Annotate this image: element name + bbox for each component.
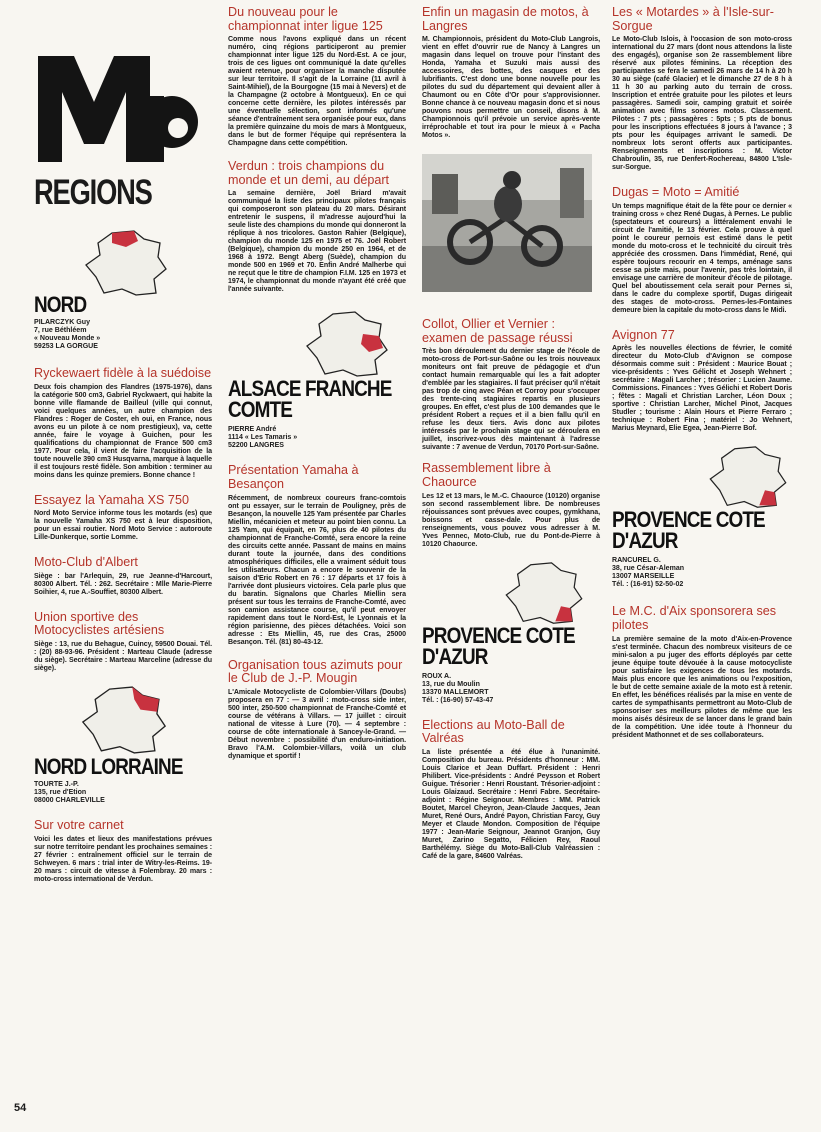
headline-organisation: Organisation tous azimuts pour le Club de J.-P. Mougin <box>228 657 403 686</box>
article-aix: La première semaine de la moto d'Aix-en-Provence s'est terminée. Chacun des nombreux visiteurs de ce mini-salon a pu juger des efforts déployés par cette jeune équipe toute dévouée à la cause motocycliste pour satisfaire les exigences de tous les motards. Mais plus encore que les animations ou l'exposition, le but de cette semaine axiale de la moto est à retenir. En effet, les bénéfices réalisés par la mise en vente de cartes de sympathisants permettront au Moto-Club de sponsoriser ses meilleurs pilotes de même que les moins aisés désireux de se lancer dans le grand bain de la compétition. Une idée toute à l'honneur du président Mathonnet et de ses collaborateurs. <box>612 635 792 739</box>
article-organisation: L'Amicale Motocycliste de Colombier-Villars (Doubs) proposera en 77 : — 3 avril : moto-cross side inter, 500 inter, 250-500 championnat de Franche-Comté et course de vétérans à Villars. — 17 juillet : circuit national de vitesse à Lure (70). — 4 septembre : course de côte internationale à Sancey-le-Grand. — Début novembre : possibilité d'un enduro-initiation. Bravo l'A.M. Colombier-Villars, voilà un club dynamique et sportif ! <box>228 688 406 760</box>
article-union: Siège : 13, rue du Behague, Cuincy, 59500 Douai. Tél. : (20) 88-93-96. Président : Marteau Claude (adresse du siège). Secrétaire : Marteau Marceline (adresse du siège). <box>34 640 212 672</box>
region-alsace: ALSACE FRANCHE COMTE <box>228 376 392 423</box>
article-chaource: Les 12 et 13 mars, le M.-C. Chaource (10120) organise son second rassemblement libre. De nombreuses réjouissances sont prévues avec coupes, gymkhana, boissons et casse-dale. Pour plus de renseignements, vous pouvez vous adresser à M. Yves Pennec, Moto-Club, rue du Pont-de-Pierre à 10120 Chaource. <box>422 492 600 548</box>
france-map-icon <box>706 445 790 511</box>
headline-avignon: Avignon 77 <box>612 327 675 342</box>
headline-ryckewaert: Ryckewaert fidèle à la suédoise <box>34 366 212 380</box>
column-4 <box>612 0 792 740</box>
headline-nouveau125: Du nouveau pour le championnat inter ligue 125 <box>228 5 383 33</box>
headline-yamaha-besancon: Présentation Yamaha à Besançon <box>228 463 359 491</box>
nord-map <box>82 229 212 299</box>
column-3 <box>422 0 600 861</box>
article-verdun: La semaine dernière, Joël Briard m'avait communiqué la liste des principaux pilotes français qui composeront son plateau du 20 mars. Désirant entretenir le suspens, il m'adresse aujourd'hui la seule liste des champions du monde qui donneront la réplique à nos tricolores. Gaston Rahier (Belgique), champion du monde 125 en 1975 et 76. Joël Robert (Belgique), champion du monde 250 en 1964, et de 1968 à 1972. Bengt Aberg (Suède), champion du monde 500 en 1969 et 70. Enfin André Malherbe qui ne reçut que le titre de champion F.I.M. 125 en 1973 et 1974, le championnat du monde n'ayant été créé que l'année suivante. <box>228 190 406 294</box>
headline-valreas: Elections au Moto-Ball de Valréas <box>422 717 565 746</box>
article-avignon: Après les nouvelles élections de février, le comité directeur du Moto-Club d'Avignon se compose désormais comme suit : Président : Maurice Bouat ; vice-présidents : Yves Gélicht et Joseph Wehnert ; secrétaire : Magali Larcher ; trésorier : Lucien Jaume. Commissions. Finances : Yves Gélichi et Robert Doris ; fêtes : Magali et Christian Larcher, Léon Doux ; sportive : Christian Larcher, Michel Pinot, Jacques Studler ; tourisme : Alain Hours et Pierre Ferraro ; technique : Robert Fina ; matériel : Jo Wehnert, Marius Meynard, Elie Egea, Jean-Pierre Bof. <box>612 345 792 433</box>
alsace-contact: PIERRE André 1114 « Les Tamaris » 52200 LANGRES <box>228 426 298 450</box>
headline-albert: Moto-Club d'Albert <box>34 555 138 570</box>
headline-dugas: Dugas = Moto = Amitié <box>612 185 740 200</box>
headline-verdun: Verdun : trois champions du monde et un demi, au départ <box>228 159 390 187</box>
alsace-map <box>302 310 406 380</box>
region-provence-2: PROVENCE COTE D'AZUR <box>612 507 765 554</box>
article-langres: M. Championnois, président du Moto-Club Langrois, vient en effet d'ouvrir rue de Nancy à Langres un magasin dans lequel on trouve pour l'instant des Honda, Yamaha et Suzuki mais aussi des accessoires, des bottes, des casques et des lubrifiants. C'est donc une bonne nouvelle pour les pilotes du sud du département qui devaient aller à Chaumont ou en Côte d'Or pour s'approvisionner. Bonne chance à ce nouveau magasin donc et si nous pouvons nous permettre un conseil, disons à M. Championnois qu'il prévoie un service après-vente irréprochable et tout ira pour le mieux à « Pacha Motos ». <box>422 36 600 140</box>
page-number: 54 <box>14 1102 27 1114</box>
headline-aix: Le M.C. d'Aix sponsorera ses pilotes <box>612 604 777 632</box>
section-title: REGIONS <box>34 173 152 212</box>
nord-lorraine-contact: TOURTE J.-P. 135, rue d'Etion 08000 CHARLEVILLE <box>34 780 105 804</box>
motocross-photo <box>422 154 592 292</box>
article-nouveau125: Comme nous l'avons expliqué dans un récent numéro, cinq régions participeront au premier championnat inter ligue 125 du Nord-Est. A ce jour, trois de ces ligues ont communiqué la date qu'elles avaient retenue, pour organiser la manche disputée sur leur territoire. Il s'agit de la Lorraine (11 avril à Saint-Mihiel), de la Bourgogne (15 mai à Nevers) et de la Champagne (2 octobre à Montgueux). En ce qui concerne cette dernière, les pilotes intéressés par une éventuelle sélection, sont informés qu'une séance d'entraînement sera organisée pour eux, dans la première quinzaine du mois de mars à Montgueux, dans le but de former l'équipe qui représentera la Champagne dans cette compétition. <box>228 36 406 148</box>
masthead-logo <box>34 52 204 167</box>
article-carnet: Voici les dates et lieux des manifestations prévues sur notre territoire pendant les prochaines semaines : 27 février : entraînement officiel sur le terrain de Schweyen. 6 mars : trial inter de Witry-les-Reims. 19-20 mars : circuit de vitesse à Folembray. 20 mars : moto-cross international de Verdun. <box>34 835 212 883</box>
region-nord-lorraine: NORD LORRAINE <box>34 753 183 779</box>
article-xs750: Nord Moto Service informe tous les motards (es) que la nouvelle Yamaha XS 750 est à leur disposition, pour un essai routier. Nord Moto Service : autoroute Lille-Dunkerque, sortie Lomme. <box>34 510 212 542</box>
article-dugas: Un temps magnifique était de la fête pour ce dernier « training cross » chez René Dugas, à Pernes. Le public (spectateurs et coureurs) a littéralement envahi le circuit de l'amitié, le 13 février. Cela prouve à quel point le coureur pernois est estimé dans le petit monde du moto-cross et le technicité du circuit très appréciée des crossmen. Dans l'immédiat, René, qui espère toujours recourir en 4 temps, aménage sans cesse sa piste mais, pour l'avenir, pas très lointain, il envisage une carrière de moniteur d'école de pilotage. Quel bel aboutissement cela serait pour Pernes si, dans le cadre du complexe sportif, Dugas dirigeait des stages de moto-cross. Pernes-les-Fontaines demeure bien la capitale du moto-cross dans le Midi. <box>612 202 792 314</box>
headline-chaource: Rassemblement libre à Chaource <box>422 461 551 489</box>
provence-map-2 <box>706 445 792 511</box>
france-map-icon <box>302 310 392 380</box>
headline-carnet: Sur votre carnet <box>34 817 124 832</box>
region-provence-1: PROVENCE COTE D'AZUR <box>422 622 575 669</box>
france-map-icon <box>78 685 170 757</box>
headline-collot: Collot, Ollier et Vernier : examen de passage réussi <box>422 317 573 345</box>
headline-xs750: Essayez la Yamaha XS 750 <box>34 492 189 507</box>
france-map-icon <box>502 561 586 627</box>
article-valreas: La liste présentée a été élue à l'unanimité. Composition du bureau. Présidents d'honneur : MM. Louis Clarice et Jean Duffart. Président : Henri Philibert. Vice-présidents : André Peysson et Robert Guigue. Trésorier : Henri Roustant. Trésorier-adjoint : Louis Glaizaud. Secrétaire : Henri Fabre. Secrétaire-adjoint : Régine Seignour. Membres : MM. Patrick Boutet, Marcel Cheyron, Jean-Claude Jacques, Jean Muret, René Ours, André Payon, Christian Farcy, Guy Meyer et Claude Mondon. Composition de l'équipe 1977 : Jean-Marie Seignour, Jeannot Granjon, Guy Muret, Zarino Segatto, Félicien Rey, Raoul Barthélémy. Siège du Moto-Ball-Club Valréassien : Café de la gare, 84600 Valréas. <box>422 748 600 860</box>
provence-contact-1: ROUX A. 13, rue du Moulin 13370 MALLEMORT Tél. : (16-90) 57-43-47 <box>422 672 494 704</box>
nord-lorraine-map <box>78 685 212 757</box>
column-2 <box>228 0 406 761</box>
article-collot: Très bon déroulement du dernier stage de l'école de moto-cross de Port-sur-Saône ou les trois nouveaux moniteurs ont fait preuve de pédagogie et d'un contact humain remarquable qui les a fait adopter d'emblée par les stagiaires. Il faut préciser qu'il n'était pas trop de cinq avec Péan et Corroy pour s'occuper des trente-cinq stagiaires repartis en plusieurs groupes. En effet, c'est plus de 100 demandes que le président Robert a reçues et il a bien fallu qu'il en refuse les deux tiers. Avis donc aux pilotes intéressés par le prochain stage qui se déroulera en juillet, inscrivez-vous dès maintenant à l'adresse suivante : 7 avenue de Verdun, 70170 Port-sur-Saône. <box>422 348 600 452</box>
provence-contact-2: RANCUREL G. 38, rue César-Aleman 13007 MARSEILLE Tél. : (16-91) 52-50-02 <box>612 557 685 589</box>
m-logo-icon <box>34 52 204 167</box>
france-map-icon <box>82 229 170 299</box>
article-yamaha-besancon: Récemment, de nombreux coureurs franc-comtois ont pu essayer, sur le terrain de Pouligney, près de Besançon, la nouvelle 125 Yam présentée par Charles Miellin, mécanicien et meteur au point bien connu. La 125 Yam, qui équipait, en 76, plus de 40 pilotes du championnat de Franche-Comté, sera encore la reine des circuits cette année. Passant de mains en mains durant toute la journée, dans des conditions atmosphériques difficiles, elle a vraiment séduit tous les utilisateurs. Chacun a encore le souvenir de la saison d'Eric Robert en 76 : 17 départs et 17 fois à l'arrivée dont plusieurs victoires. Cela parle plus que du baratin. Signalons que Charles Miellin sera présent sur tous les terrains de Franche-Comté, avec son camion assistance course, qu'il peut envoyer rapidement dans tout le Nord-Est, le Lyonnais et la région parisienne, des pièces détachées. Voici son adresse : Ets Miellin, 45, rue des Cras, 25000 Besançon. Tél. (81) 80-43-12. <box>228 494 406 646</box>
provence-map-1 <box>502 561 600 627</box>
nord-contact: PILARCZYK Guy 7, rue Béthléem « Nouveau Monde » 59253 LA GORGUE <box>34 319 101 350</box>
article-motardes: Le Moto-Club Islois, à l'occasion de son moto-cross international du 27 mars (dont nous attendons la liste des engagés), organise son 2e rassemblement libre réservé aux pilotes féminins. La réception des participantes se fera le samedi 26 mars de 14 h à 20 h 30 au siège (café Glacier) et le dimanche 27 de 8 h à 11 h 30 au parking auto du terrain de cross. Inscription et entrée gratuite pour les pilotes et leurs passagères. Samedi soir, camping gratuit et soirée animation avec films sonores motos. Classement. Pilotes : 7 pts ; passagères : 5pts ; 5 pts de bonus pour les inscriptions effectuées 8 jours à l'avance ; 3 pts pour les équipages arrivant le samedi. De nombreux lots seront offerts aux participantes. Renseignements et inscriptions : M. Victor Chabroulin, 35, rue Denfert-Rochereau, 84800 L'Isle-sur-Sorgue. <box>612 36 792 172</box>
article-ryckewaert: Deux fois champion des Flandres (1975-1976), dans la catégorie 500 cm3, Gabriel Ryckwaert, qui habite la bonne ville flamande de Bailleul (ville qui connut, voici quelques années, un autre champion des Flandres : Roger de Coster, eh oui, en France, nous avons eu un pilote à ce nom prestigieux), va, cette année, faire le voyage à Guichen, pour les qualifications du championnat de France 500 cm3 1977. Pour cela, il vient de faire l'acquisition de la toute nouvelle 390 cm3 Husqvarna, marque à laquelle il est toujours resté fidèle. Son ambition : terminer au moins dans les quinze premiers. Bonne chance ! <box>34 383 212 479</box>
region-nord: NORD <box>34 292 87 317</box>
headline-langres: Enfin un magasin de motos, à Langres <box>422 5 589 33</box>
headline-union: Union sportive des Motocyclistes artésiens <box>34 609 165 638</box>
article-albert: Siège : bar l'Arlequin, 29, rue Jeanne-d'Harcourt, 80300 Albert. Tél. : 262. Secrétaire : Mlle Marie-Pierre Soihier, 4, rue A.-Souffiet, 80300 Albert. <box>34 572 212 596</box>
headline-motardes: Les « Motardes » à l'Isle-sur-Sorgue <box>612 5 774 33</box>
photo-image <box>422 154 592 292</box>
column-1 <box>34 0 212 884</box>
